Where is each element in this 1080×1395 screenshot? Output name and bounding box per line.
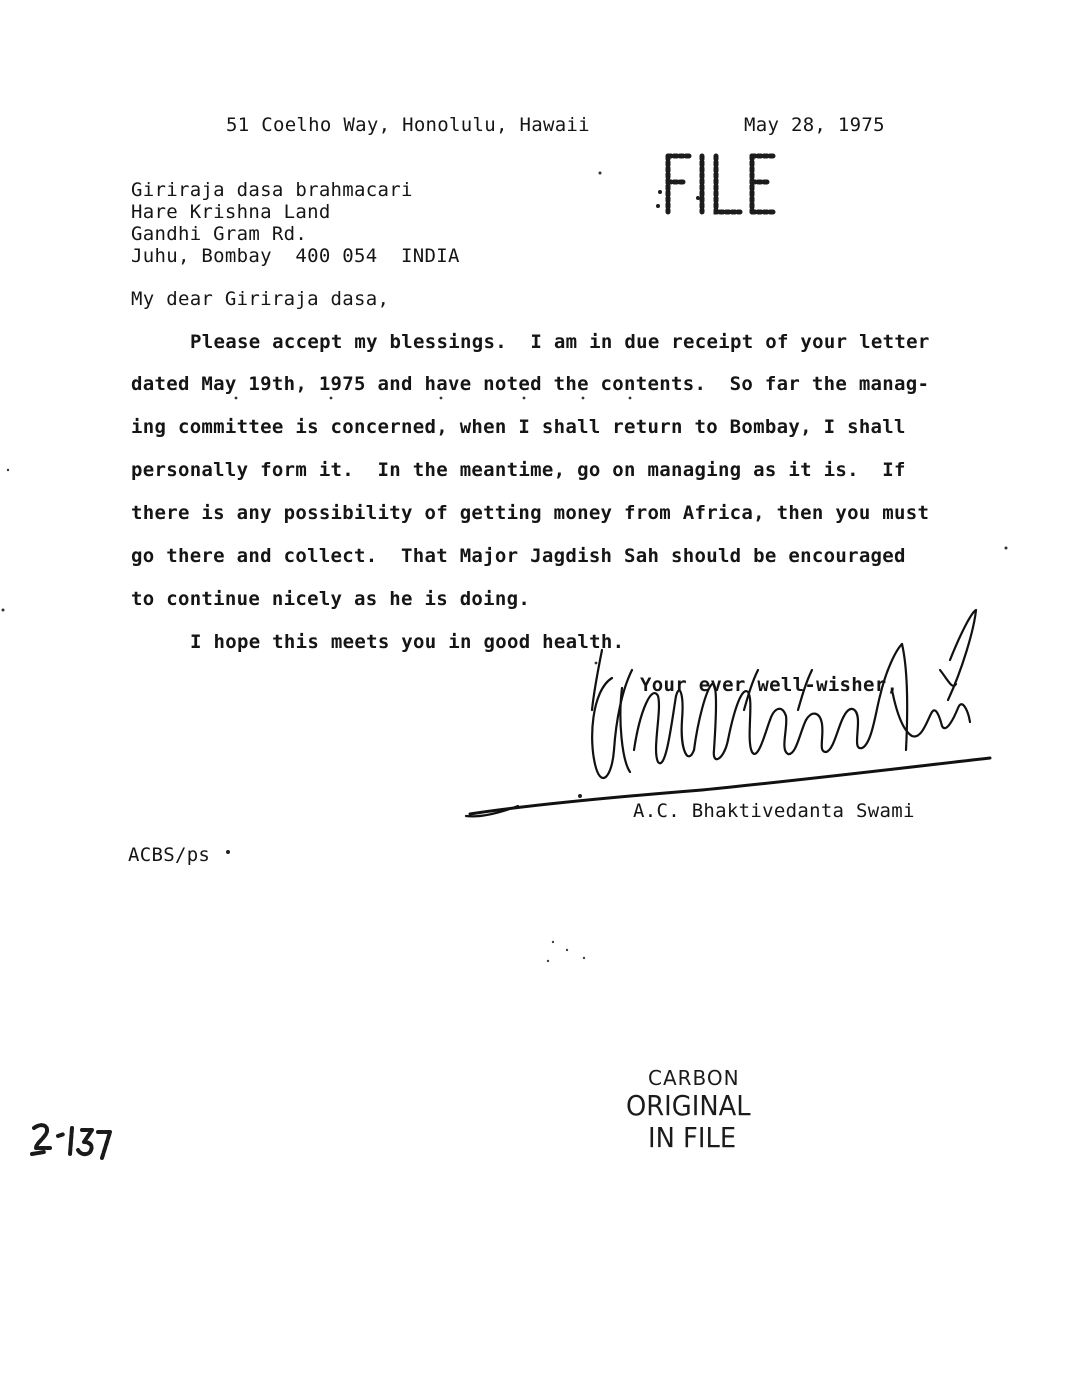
handwritten-margin-mark	[28, 1118, 114, 1168]
letter-date: May 28, 1975	[744, 114, 885, 136]
body-line: personally form it. In the meantime, go on managing as it is. If	[131, 459, 906, 481]
recipient-name: Giriraja dasa brahmacari	[131, 179, 413, 201]
recipient-address-line: Gandhi Gram Rd.	[131, 223, 308, 245]
body-line: go there and collect. That Major Jagdish Sah should be encouraged	[131, 545, 906, 567]
carbon-stamp-line: ORIGINAL	[626, 1089, 751, 1122]
recipient-address-line: Hare Krishna Land	[131, 201, 331, 223]
body-line: to continue nicely as he is doing.	[131, 588, 531, 610]
body-line: dated May 19th, 1975 and have noted the contents. So far the manag-	[131, 373, 930, 395]
signer-name: A.C. Bhaktivedanta Swami	[633, 800, 915, 822]
sender-address: 51 Coelho Way, Honolulu, Hawaii	[226, 114, 590, 136]
carbon-stamp-line: IN FILE	[648, 1121, 737, 1154]
carbon-stamp-line: CARBON	[648, 1066, 740, 1090]
body-line: Please accept my blessings. I am in due receipt of your letter	[190, 331, 930, 353]
recipient-address-line: Juhu, Bombay 400 054 INDIA	[131, 245, 460, 267]
closing: Your ever well-wisher,	[640, 674, 899, 696]
typist-initials: ACBS/ps	[128, 844, 211, 866]
body-line: I hope this meets you in good health.	[190, 631, 625, 653]
body-line: there is any possibility of getting money from Africa, then you must	[131, 502, 930, 524]
file-stamp	[654, 148, 778, 220]
handwritten-signature	[462, 600, 1002, 830]
salutation: My dear Giriraja dasa,	[131, 288, 390, 310]
body-line: ing committee is concerned, when I shall return to Bombay, I shall	[131, 416, 906, 438]
